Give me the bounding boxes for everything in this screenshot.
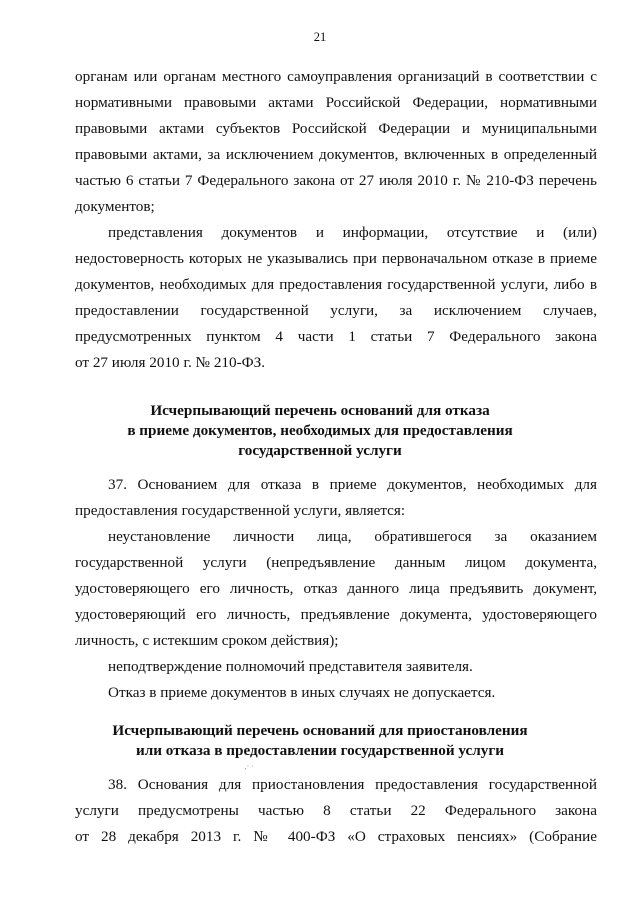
heading-line: государственной услуги	[238, 442, 402, 459]
heading-line: в приеме документов, необходимых для предоставления	[127, 422, 513, 439]
paragraph-no-other-refusal: Отказ в приеме документов в иных случаях не допускается.	[108, 684, 496, 701]
text-line: органам или органам местного самоуправления организаций в соответствии с	[75, 68, 597, 85]
text-line: документов, необходимых для предоставления государственной услуги, либо в	[75, 276, 597, 293]
text-line: удостоверяющий его личность, предъявление документа, удостоверяющего	[75, 606, 597, 623]
text-line: 37. Основанием для отказа в приеме документов, необходимых для	[108, 476, 597, 493]
text-line: 38. Основания для приостановления предоставления государственной	[108, 776, 597, 793]
text-line: от 27 июля 2010 г. № 210-ФЗ.	[75, 354, 266, 371]
page-number: 21	[313, 30, 327, 44]
text-line: предоставлении государственной услуги, за исключением случаев,	[75, 302, 597, 319]
text-line: государственной услуги (непредъявление данным лицом документа,	[75, 554, 597, 571]
paragraph-authority: неподтверждение полномочий представителя заявителя.	[108, 658, 473, 675]
text-line: представления документов и информации, отсутствие и (или)	[108, 224, 597, 241]
heading-line: Исчерпывающий перечень оснований для отказа	[150, 402, 490, 419]
text-line: правовыми актами, за исключением документов, включенных в определенный	[75, 146, 597, 163]
text-line: документов;	[75, 198, 155, 215]
text-line: правовыми актами субъектов Российской Федерации и муниципальными	[75, 120, 597, 137]
text-line: личность, с истекшим сроком действия);	[75, 632, 339, 649]
text-line: нормативными правовыми актами Российской Федерации, нормативными	[75, 94, 597, 111]
heading-line: или отказа в предоставлении государственной услуги	[135, 742, 504, 759]
text-line: предоставления государственной услуги, является:	[75, 502, 406, 519]
text-line: от 28 декабря 2013 г. № 400-ФЗ «О страховых пенсиях» (Собрание	[75, 828, 597, 845]
text-line: недостоверность которых не указывались при первоначальном отказе в приеме	[75, 250, 597, 267]
heading-line: Исчерпывающий перечень оснований для приостановления	[112, 722, 528, 739]
text-line: неустановление личности лица, обратившегося за оказанием	[108, 528, 597, 545]
text-line: предусмотренных пунктом 4 части 1 статьи 7 Федерального закона	[75, 328, 597, 345]
text-line: удостоверяющего его личность, отказ данного лица предъявить документ,	[75, 580, 597, 597]
scan-mark: ‚· ·	[244, 762, 254, 771]
text-line: частью 6 статьи 7 Федерального закона от 27 июля 2010 г. № 210-ФЗ перечень	[75, 172, 597, 189]
text-line: услуги предусмотрены частью 8 статьи 22 Федерального закона	[75, 802, 597, 819]
